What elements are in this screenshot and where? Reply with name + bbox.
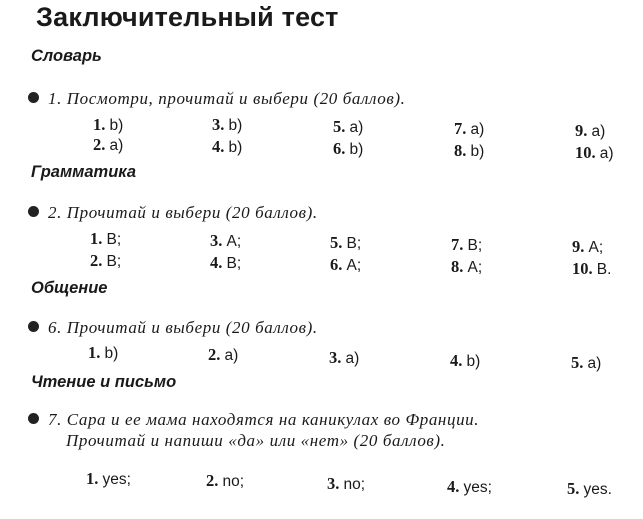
answer-item: 2. no;: [206, 471, 245, 490]
answer-item: 5. a): [571, 353, 602, 372]
answer-item: 4. B;: [210, 253, 242, 272]
answer-item: 1. yes;: [86, 469, 131, 488]
answer-item: 2. a): [208, 345, 239, 364]
answer-item: 4. yes;: [447, 477, 492, 496]
bullet-icon: [28, 321, 39, 332]
answer-item: 3. b): [212, 115, 243, 134]
answer-item: 4. b): [212, 137, 243, 156]
bullet-icon: [28, 92, 39, 103]
section-heading-reading-writing: Чтение и письмо: [31, 373, 177, 391]
answer-item: 2. a): [93, 135, 124, 154]
task-6: [28, 318, 318, 338]
answer-item: 1. B;: [90, 229, 122, 248]
answer-item: 7. B;: [451, 235, 483, 254]
task-text-line2: Прочитай и напиши «да» или «нет» (20 баллов).: [66, 431, 446, 450]
section-heading-communication: Общение: [31, 279, 108, 297]
answer-item: 6. A;: [330, 255, 362, 274]
task-1: [28, 89, 405, 109]
answer-item: 5. B;: [330, 233, 362, 252]
answer-item: 10. a): [575, 143, 614, 162]
task-text: 6. Прочитай и выбери (20 баллов).: [48, 318, 318, 337]
answer-item: 3. A;: [210, 231, 242, 250]
answer-item: 8. A;: [451, 257, 483, 276]
answer-item: 2. B;: [90, 251, 122, 270]
answer-item: 4. b): [450, 351, 481, 370]
answer-item: 1. b): [93, 115, 124, 134]
answer-item: 8. b): [454, 141, 485, 160]
bullet-icon: [28, 206, 39, 217]
answer-item: 1. b): [88, 343, 119, 362]
page-title: Заключительный тест: [36, 2, 339, 32]
answer-item: 5. a): [333, 117, 364, 136]
answer-item: 6. b): [333, 139, 364, 158]
answer-item: 3. no;: [327, 474, 366, 493]
task-2: [28, 203, 318, 223]
answer-item: 7. a): [454, 119, 485, 138]
answer-item: 9. a): [575, 121, 606, 140]
answer-item: 3. a): [329, 348, 360, 367]
task-text: 7. Сара и ее мама находятся на каникулах во Франции.: [48, 410, 480, 429]
task-text: 2. Прочитай и выбери (20 баллов).: [48, 203, 318, 222]
bullet-icon: [28, 413, 39, 424]
section-heading-vocabulary: Словарь: [31, 47, 102, 65]
answer-item: 10. B.: [572, 259, 612, 278]
answer-item: 5. yes.: [567, 479, 612, 498]
answer-item: 9. A;: [572, 237, 604, 256]
task-7: [28, 410, 479, 451]
section-heading-grammar: Грамматика: [31, 163, 137, 181]
task-text: 1. Посмотри, прочитай и выбери (20 баллов).: [48, 89, 406, 108]
